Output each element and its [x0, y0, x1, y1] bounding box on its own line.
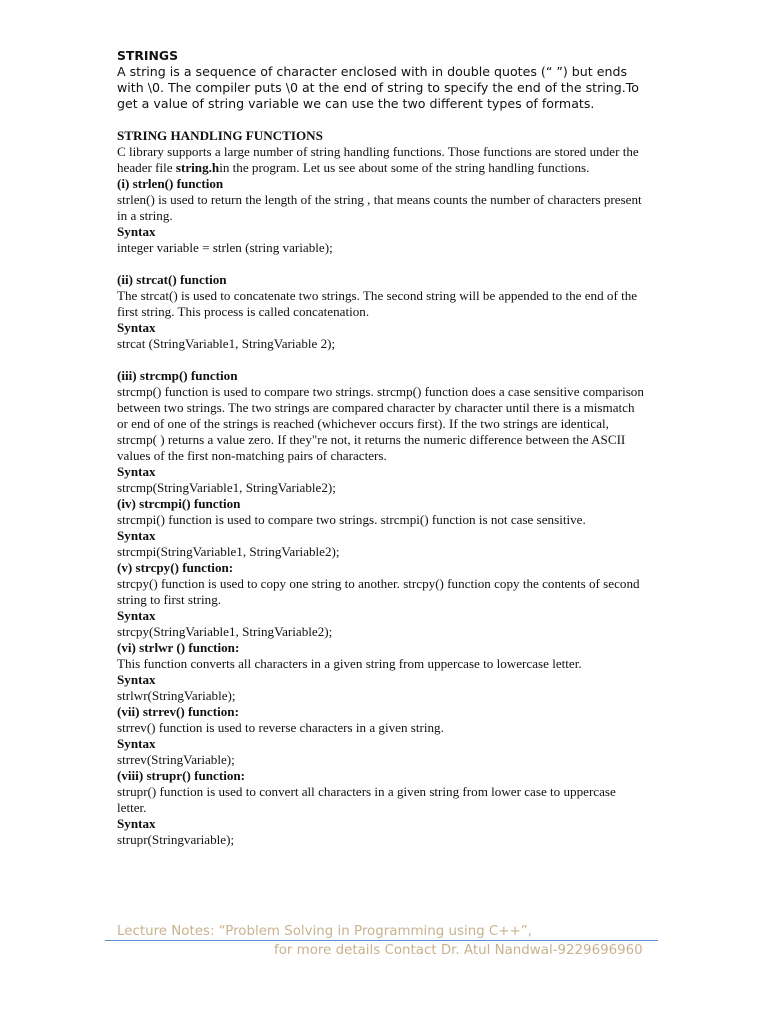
strcat-description: The strcat() is used to concatenate two strings. The second string will be appended to the end of the first string. This process is called concatenation.	[117, 288, 638, 319]
document-page	[117, 48, 647, 848]
strlwr-syntax-label: Syntax	[117, 672, 156, 687]
footer-divider	[105, 940, 658, 941]
strcmpi-title: (iv) strcmpi() function	[117, 496, 241, 511]
strlwr-syntax: strlwr(StringVariable);	[117, 688, 236, 703]
intro-text-before: C library supports a large number of string handling functions. Those functions are stored under the header file	[117, 144, 639, 175]
intro-text-after: in the program. Let us see about some of the string handling functions.	[219, 160, 590, 175]
string-handling-title: STRING HANDLING FUNCTIONS	[117, 128, 323, 143]
strrev-syntax-label: Syntax	[117, 736, 156, 751]
strcmp-description: strcmp() function is used to compare two strings. strcmp() function does a case sensitive comparison between two strings. The two strings are compared character by character until there is a mismatch or end of one of the strings is reached (whichever occurs first). If the two strings are identical, strcmp( ) returns a value zero. If they"re not, it returns the numeric difference between the ASCII values of the first non-matching pairs of characters.	[117, 384, 644, 463]
strcat-title: (ii) strcat() function	[117, 272, 227, 287]
strcmpi-syntax-label: Syntax	[117, 528, 156, 543]
spacer	[117, 112, 647, 128]
strupr-title: (viii) strupr() function:	[117, 768, 246, 783]
strcmpi-syntax: strcmpi(StringVariable1, StringVariable2);	[117, 544, 340, 559]
strings-title: STRINGS	[117, 48, 178, 63]
strlen-syntax: integer variable = strlen (string variable);	[117, 240, 333, 255]
strcmpi-description: strcmpi() function is used to compare two strings. strcmpi() function is not case sensitive.	[117, 512, 586, 527]
spacer	[117, 352, 647, 368]
strrev-title: (vii) strrev() function:	[117, 704, 239, 719]
string-handling-intro	[117, 144, 647, 176]
strlwr-title: (vi) strlwr () function:	[117, 640, 240, 655]
strupr-description: strupr() function is used to convert all characters in a given string from lower case to uppercase letter.	[117, 784, 616, 815]
strrev-description: strrev() function is used to reverse characters in a given string.	[117, 720, 444, 735]
strcpy-syntax: strcpy(StringVariable1, StringVariable2);	[117, 624, 333, 639]
strcmp-syntax-label: Syntax	[117, 464, 156, 479]
strupr-syntax: strupr(Stringvariable);	[117, 832, 235, 847]
strcmp-syntax: strcmp(StringVariable1, StringVariable2);	[117, 480, 336, 495]
strlen-title: (i) strlen() function	[117, 176, 224, 191]
strcat-syntax: strcat (StringVariable1, StringVariable 2);	[117, 336, 336, 351]
footer-contact: for more details Contact Dr. Atul Nandwal-9229696960	[274, 943, 643, 958]
spacer	[117, 256, 647, 272]
footer-lecture-notes: Lecture Notes: “Problem Solving in Programming using C++”,	[117, 924, 532, 939]
strings-intro-paragraph: A string is a sequence of character enclosed with in double quotes (“ ”) but ends with \0. The compiler puts \0 at the end of string to specify the end of the string.To get a value of string variable we can use the two different types of formats.	[117, 64, 639, 111]
strcat-syntax-label: Syntax	[117, 320, 156, 335]
strlwr-description: This function converts all characters in a given string from uppercase to lowercase letter.	[117, 656, 582, 671]
header-file-name: string.h	[175, 160, 220, 175]
strcpy-description: strcpy() function is used to copy one string to another. strcpy() function copy the contents of second string to first string.	[117, 576, 640, 607]
strupr-syntax-label: Syntax	[117, 816, 156, 831]
strlen-description: strlen() is used to return the length of the string , that means counts the number of characters present in a string.	[117, 192, 642, 223]
strlen-syntax-label: Syntax	[117, 224, 156, 239]
strcmp-title: (iii) strcmp() function	[117, 368, 238, 383]
strrev-syntax: strrev(StringVariable);	[117, 752, 235, 767]
strcpy-syntax-label: Syntax	[117, 608, 156, 623]
strcpy-title: (v) strcpy() function:	[117, 560, 234, 575]
